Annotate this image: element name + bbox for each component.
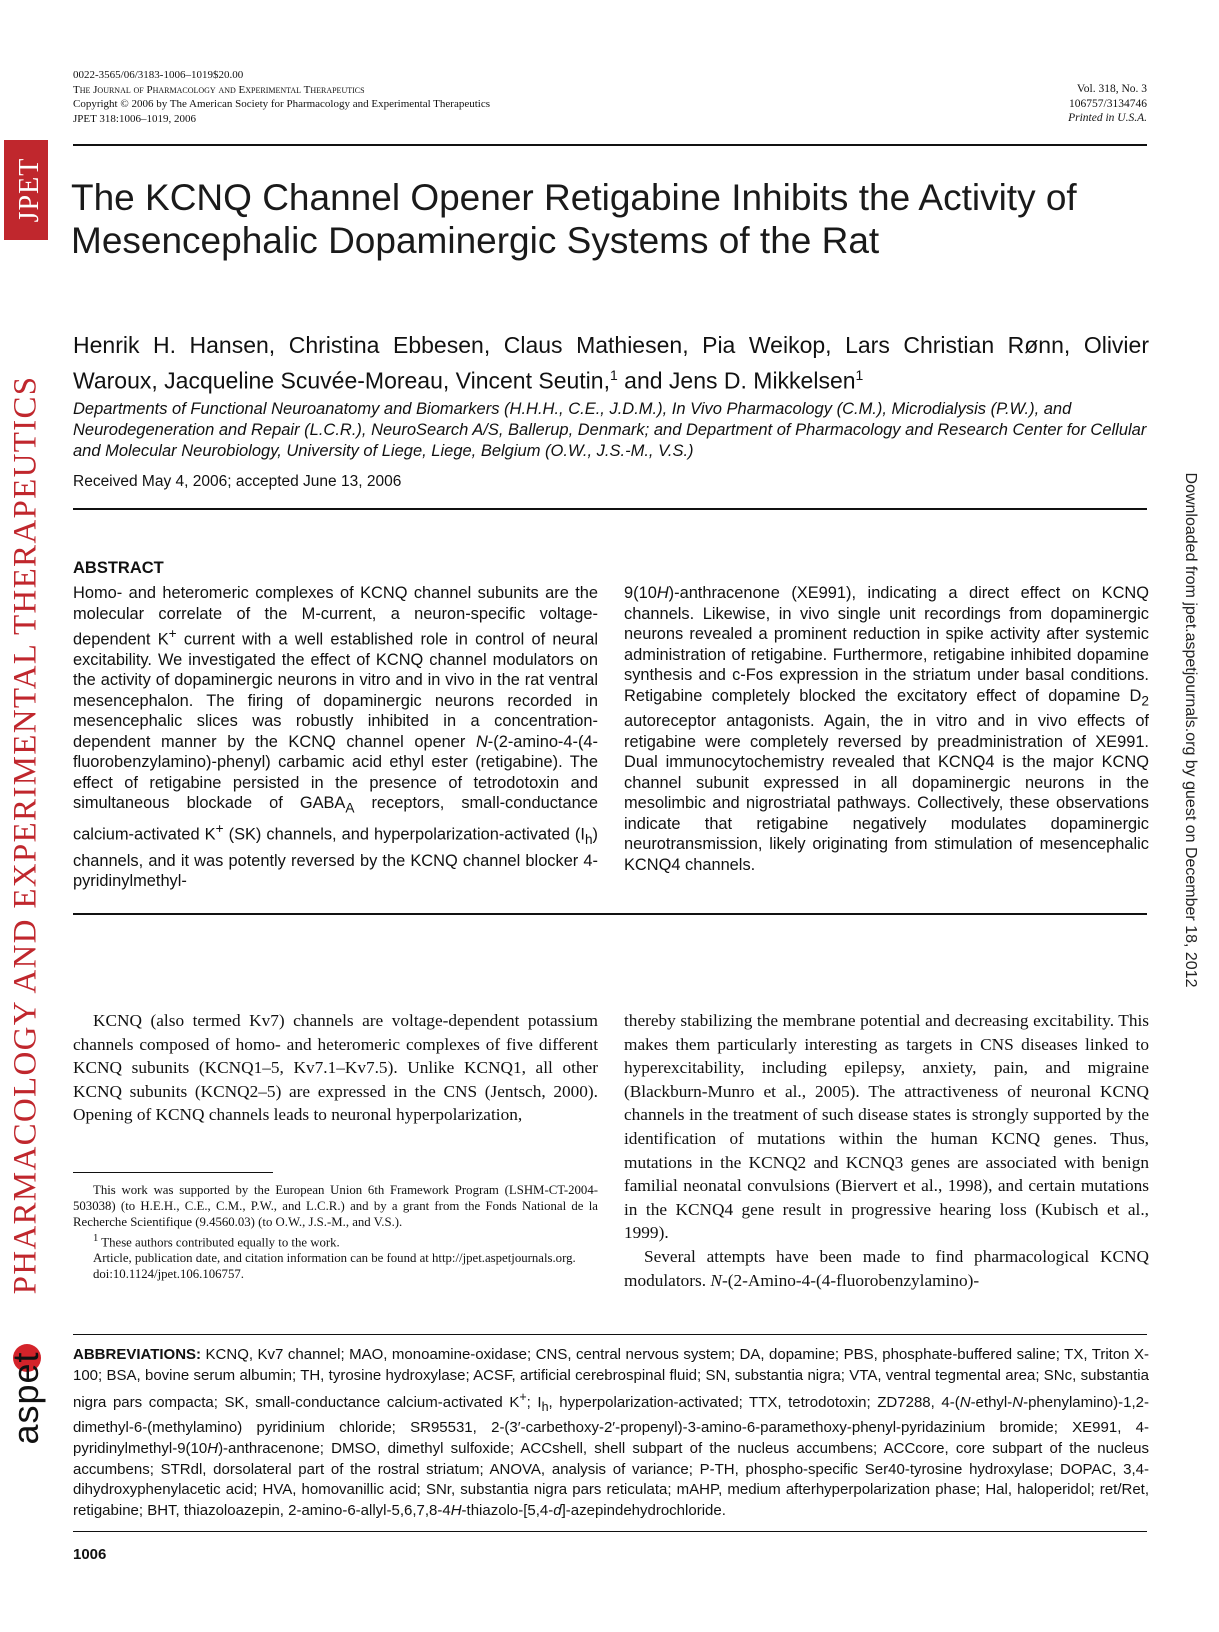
download-note: Downloaded from jpet.aspetjournals.org by guest on December 18, 2012	[1182, 472, 1199, 988]
footnote-rule	[73, 1172, 273, 1173]
header-rule	[73, 144, 1147, 146]
abstract-heading: ABSTRACT	[73, 559, 164, 577]
abstract-left-column	[73, 583, 598, 892]
footnote-article-info: Article, publication date, and citation information can be found at http://jpet.aspetjournals.org.	[93, 1251, 576, 1266]
abstract-text: Homo- and heteromeric complexes of KCNQ channel subunits are the molecular correlate of the M-current, a neuron-specific voltage-dependent K	[73, 584, 598, 649]
jpet-badge	[4, 140, 48, 240]
abstract-text: autoreceptor antagonists. Again, the in vitro and in vivo effects of retigabine were completely reversed by preadministration of XE991. Dual immunocytochemistry revealed that KCNQ4 is the major KCNQ channel subunit expressed in all dopaminergic neurons in the mesolimbic and nigrostriatal pathways. Collectively, these observations indicate that retigabine negatively modulates dopaminergic neurotransmission, likely originating from stimulation of mesencephalic KCNQ4 channels.	[624, 712, 1149, 874]
author-name: Claus Mathiesen	[503, 332, 683, 358]
citation: JPET 318:1006–1019, 2006	[73, 112, 196, 125]
abstract-text: 9(10	[624, 584, 657, 602]
italic-text: N	[1012, 1393, 1024, 1411]
abbreviations-text: , hyperpolarization-activated; TTX, tetrodotoxin; ZD7288, 4-(	[548, 1393, 960, 1411]
abbrev-rule-top	[73, 1334, 1147, 1335]
abstract-text: (SK) channels, and hyperpolarization-activated (I	[223, 825, 585, 844]
body-right-column	[624, 1009, 1149, 1292]
title-rule	[73, 508, 1147, 510]
author-name: Lars Christian Rønn	[845, 332, 1064, 358]
abstract-text: -(2-amino-4-(4-fluorobenzylamino)-phenyl) carbamic acid ethyl ester (retigabine). The effect of retigabine persisted in the presence of tetrodotoxin and simultaneous blockade of GABA	[73, 732, 598, 813]
author-name: Pia Weikop	[702, 332, 826, 358]
author-list: Henrik H. Hansen, Christina Ebbesen, Claus Mathiesen, Pia Weikop, Lars Christian Rønn, Olivier Waroux, Jacqueline Scuvée-Moreau, Vincent Seutin,$^1$ and Jens D. Mikkelsen$^1$	[73, 332, 1149, 394]
page-number: 1006	[73, 1546, 107, 1563]
superscript: 1	[93, 1232, 99, 1244]
author-name: Christina Ebbesen	[288, 332, 484, 358]
abstract-text: ) channels, and it was potently reversed by the KCNQ channel blocker 4-pyridinylmethyl-	[73, 825, 599, 890]
header-left	[73, 68, 490, 126]
abbreviations-text: )-anthracenone; DMSO, dimethyl sulfoxide; ACCshell, shell subpart of the nucleus accumbens; ACCcore, core subpart of the nucleus accumbens; STRdl, dorsolateral part of the rostral striatum; ANOVA, analysis of variance; P-TH, phospho-specific Ser40-tyrosine hydroxylase; DOPAC, 3,4-dihydroxyphenylacetic acid; HVA, homovanillic acid; SNr, substantia nigra pars reticulata; mAHP, medium afterhyperpolarization phase; Hal, haloperidol; ret/Ret, retigabine; BHT, thiazoloazepin, 2-amino-6-allyl-5,6,7,8-4	[73, 1439, 1149, 1520]
author-name: Vincent Seutin,	[455, 367, 610, 394]
abbreviations-text: -ethyl-	[970, 1393, 1013, 1411]
journal-name-vertical: PHARMACOLOGY AND EXPERIMENTAL THERAPEUTICS	[7, 375, 44, 1295]
header-right	[1068, 82, 1147, 126]
italic-text: N	[959, 1393, 971, 1411]
subscript: h	[584, 832, 593, 847]
italic-text: H	[450, 1502, 462, 1520]
affiliations: Departments of Functional Neuroanatomy and Biomarkers (H.H.H., C.E., J.D.M.), In Vivo Pharmacology (C.M.), Microdialysis (P.W.), and Neurodegeneration and Repair (L.C.R.), NeuroSearch A/S, Ballerup, Denmark; and Department of Pharmacology and Research Center for Cellular and Molecular Neurobiology, University of Liege, Liege, Belgium (O.W., J.S.-M., V.S.)	[73, 400, 1147, 460]
abbreviations-text: ]-azepindehydrochloride.	[561, 1502, 726, 1520]
body-text: -(2-Amino-4-(4-fluorobenzylamino)-	[721, 1270, 980, 1290]
footnote-equal	[73, 1231, 598, 1250]
superscript: +	[215, 821, 224, 837]
abbreviations-text: KCNQ, Kv7 channel; MAO, monoamine-oxidase; CNS, central nervous system; DA, dopamine; PBS, phosphate-buffered saline; TX, Triton X-100; BSA, bovine serum albumin; TH, tyrosine hydroxylase; ACSF, artificial cerebrospinal fluid; SN, substantia nigra; VTA, ventral tegmental area; SNc, substantia nigra pars compacta; SK, small-conductance calcium-activated K	[73, 1346, 1149, 1411]
journal-title: The Journal of Pharmacology and Experimental Therapeutics	[73, 83, 365, 96]
italic-text: H	[207, 1439, 219, 1457]
abbrev-rule-bottom	[73, 1531, 1147, 1532]
printed: Printed in U.S.A.	[1068, 112, 1147, 124]
body-text: Several attempts have been made to find pharmacological KCNQ modulators.	[624, 1246, 1149, 1290]
subscript: 2	[1141, 692, 1149, 708]
aspet-logo-text: aspet	[5, 1351, 46, 1445]
abstract-text: )-anthracenone (XE991), indicating a direct effect on KCNQ channels. Likewise, in vivo single unit recordings from dopaminergic neurons revealed a prominent reduction in spike activity after systemic administration of retigabine. Furthermore, retigabine inhibited dopamine synthesis and c-Fos expression in the striatum under basal conditions. Retigabine completely blocked the excitatory effect of dopamine D	[624, 584, 1149, 705]
author-name: Jacqueline Scuvée-Moreau	[164, 367, 443, 394]
issn: 0022-3565/06/3183-1006–1019$20.00	[73, 69, 244, 81]
abbreviations-text: -thiazolo-[5,4-	[461, 1502, 554, 1520]
abstract-text: receptors, small-conductance calcium-activated K	[73, 794, 598, 844]
body-left-column	[73, 1009, 598, 1127]
body-paragraph: thereby stabilizing the membrane potential and decreasing excitability. This makes them particularly interesting as targets in CNS diseases linked to hyperexcitability, including epilepsy, anxiety, pain, and migraine (Blackburn-Munro et al., 2005). The attractiveness of neuronal KCNQ channels in the treatment of such disease states is strongly supported by the identification of mutations within the human KCNQ genes. Thus, mutations in the KCNQ2 and KCNQ3 genes are associated with benign familial neonatal convulsions (Biervert et al., 1998), and certain mutations in the KCNQ4 gene result in progressive hearing loss (Kubisch et al., 1999).	[624, 1011, 1149, 1243]
footnote-funding: This work was supported by the European Union 6th Framework Program (LSHM-CT-2004-503038) (to H.E.H., C.E., C.M., P.W., and L.C.R.) and by a grant from the Fonds National de la Recherche Scientifique (9.4560.03) (to O.W., J.S.-M., and V.S.).	[73, 1183, 598, 1230]
volume: Vol. 318, No. 3	[1076, 83, 1147, 95]
footnote-doi: doi:10.1124/jpet.106.106757.	[93, 1267, 244, 1282]
author-footnote-mark: 1	[855, 367, 864, 383]
abbreviations-text: ; I	[526, 1393, 542, 1411]
abstract-right-column	[624, 583, 1149, 875]
received-date: Received May 4, 2006; accepted June 13, 2006	[73, 473, 402, 490]
author-name: Olivier Waroux	[73, 332, 1149, 394]
author-name: Henrik H. Hansen	[73, 332, 269, 358]
abbreviations-text: -phenylamino)-1,2-dimethyl-6-(methylamino) pyridinium chloride; SR95531, 2-(3′-carbethoxy-2′-propenyl)-3-amino-6-paramethoxy-phenyl-pyridazinium bromide; XE991, 4-pyridinylmethyl-9(10	[73, 1393, 1149, 1457]
footnotes	[73, 1182, 598, 1282]
author-name: and Jens D. Mikkelsen	[624, 367, 856, 394]
body-paragraph: KCNQ (also termed Kv7) channels are voltage-dependent potassium channels composed of homo- and heteromeric complexes of five different KCNQ subunits (KCNQ1–5, Kv7.1–Kv7.5). Unlike KCNQ1, all other KCNQ subunits (KCNQ2–5) are expressed in the CNS (Jentsch, 2000). Opening of KCNQ channels leads to neuronal hyperpolarization,	[73, 1011, 598, 1125]
abbreviations	[73, 1345, 1149, 1522]
italic-text: N	[710, 1270, 722, 1290]
abstract-text: current with a well established role in control of neural excitability. We investigated the effect of KCNQ channel modulators on the activity of dopaminergic neurons in vitro and in vivo in the rat ventral mesencephalon. The firing of dopaminergic neurons recorded in mesencephalic slices was robustly inhibited in a concentration-dependent manner by the KCNQ channel opener	[73, 630, 598, 751]
abbreviations-label: ABBREVIATIONS:	[73, 1346, 202, 1363]
italic-text: d	[553, 1502, 562, 1520]
journal-side-band	[0, 140, 52, 1295]
italic-text: N	[475, 732, 488, 751]
italic-text: H	[656, 584, 669, 602]
body-paragraph	[624, 1245, 1149, 1292]
footnote-text: These authors contributed equally to the work.	[98, 1234, 340, 1249]
subscript: A	[345, 800, 355, 816]
superscript: +	[168, 626, 177, 641]
aspet-logo	[0, 1340, 52, 1460]
copyright: Copyright © 2006 by The American Society for Pharmacology and Experimental Therapeutics	[73, 98, 490, 110]
superscript: +	[519, 1389, 527, 1404]
subscript: h	[541, 1399, 549, 1414]
article-title: The KCNQ Channel Opener Retigabine Inhibits the Activity of Mesencephalic Dopaminergic Systems of the Rat	[71, 177, 1077, 261]
author-footnote-mark: 1	[609, 367, 618, 383]
article-id: 106757/3134746	[1069, 97, 1147, 110]
abstract-rule	[73, 913, 1147, 915]
jpet-label: JPET	[14, 157, 45, 223]
